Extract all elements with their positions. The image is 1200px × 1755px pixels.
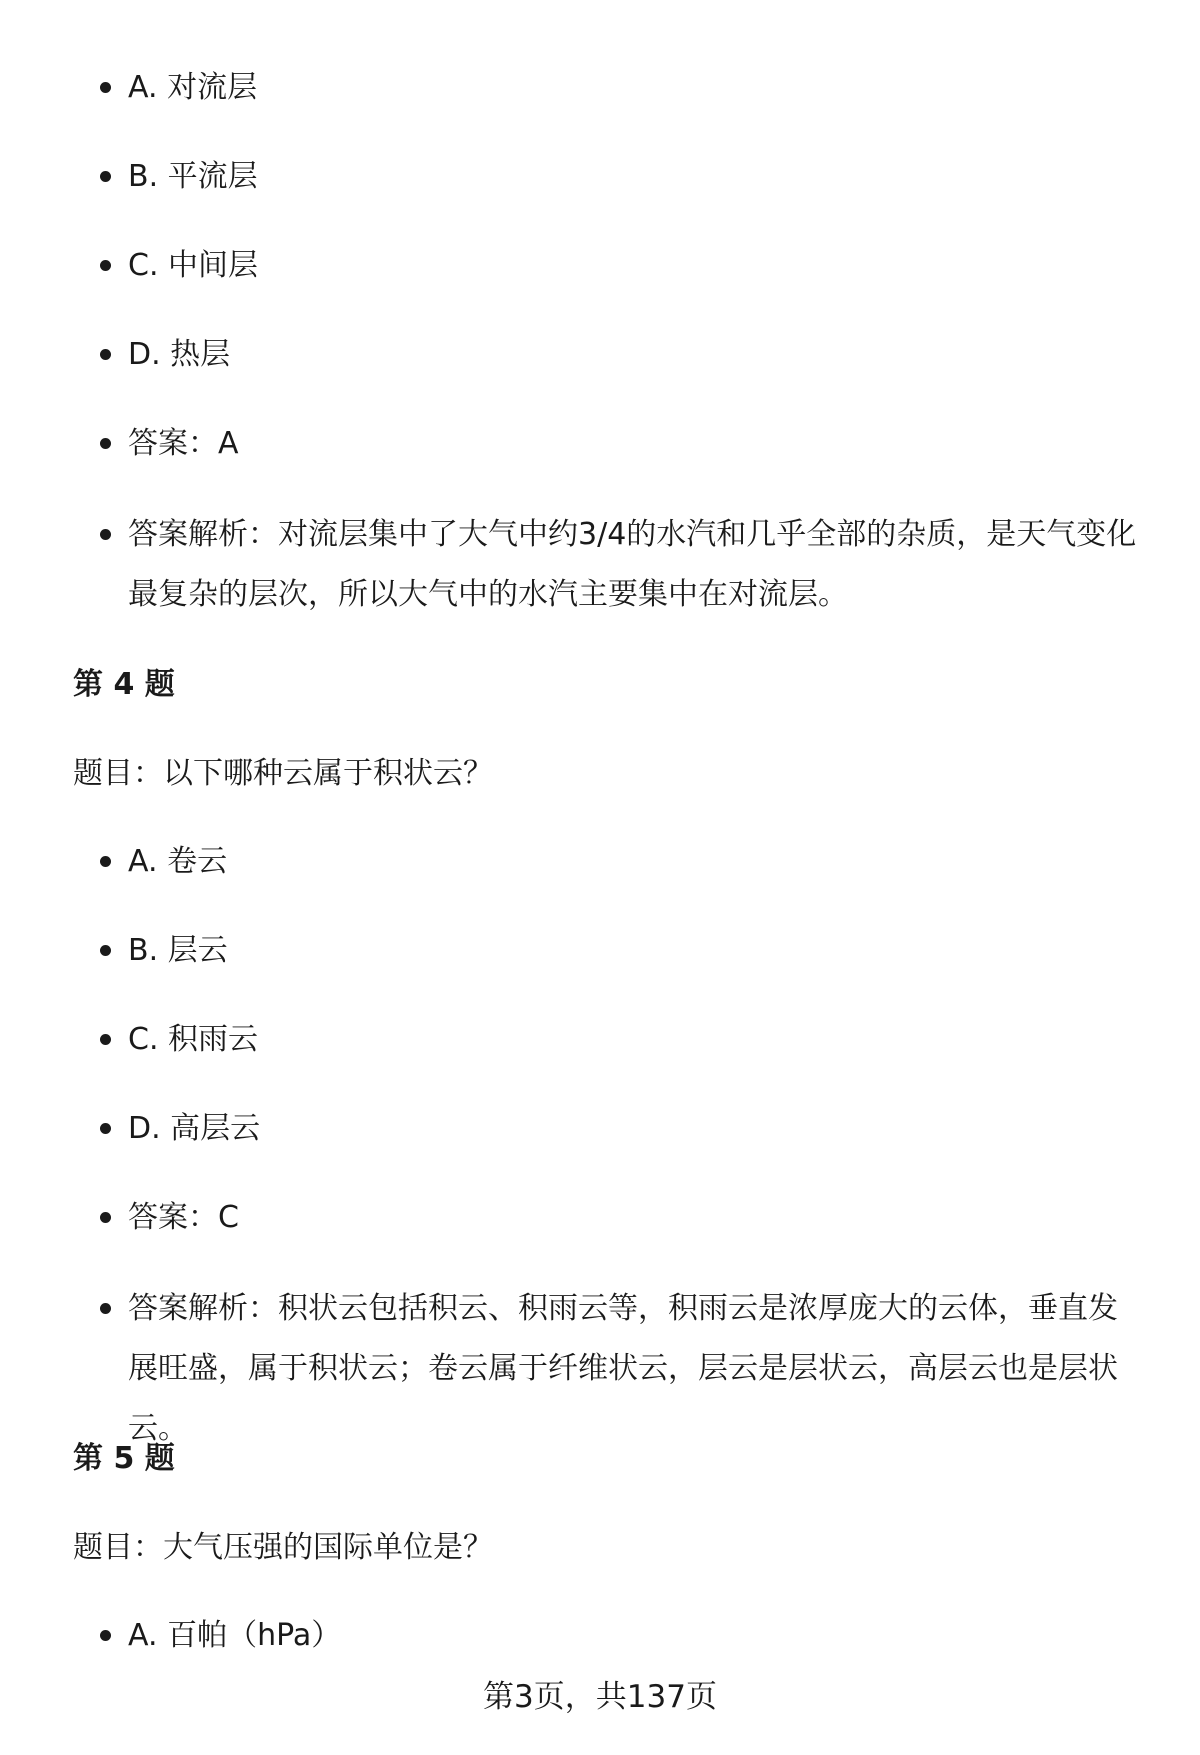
q4-answer: 答案：C	[128, 1188, 1138, 1248]
q4-explanation: 答案解析：积状云包括积云、积雨云等，积雨云是浓厚庞大的云体，垂直发展旺盛，属于积状云；卷云属于纤维状云，层云是层状云，高层云也是层状云。	[128, 1279, 1138, 1459]
q3-answer: 答案：A	[128, 414, 1138, 474]
q4-option-a: A. 卷云	[128, 832, 1138, 892]
q5-heading: 第 5 题	[73, 1441, 175, 1476]
q4-heading: 第 4 题	[73, 667, 175, 702]
q5-question: 题目：大气压强的国际单位是？	[73, 1530, 493, 1565]
q3-option-d: D. 热层	[128, 325, 1138, 385]
q4-option-c: C. 积雨云	[128, 1010, 1138, 1070]
q3-option-c: C. 中间层	[128, 236, 1138, 296]
q5-option-a: A. 百帕（hPa）	[128, 1606, 1138, 1666]
q3-option-a: A. 对流层	[128, 58, 1138, 118]
q3-explanation: 答案解析：对流层集中了大气中约3/4的水汽和几乎全部的杂质，是天气变化最复杂的层次，所以大气中的水汽主要集中在对流层。	[128, 505, 1138, 625]
q4-question: 题目：以下哪种云属于积状云？	[73, 756, 493, 791]
q3-option-b: B. 平流层	[128, 147, 1138, 207]
page-number-footer: 第3页，共137页	[483, 1679, 717, 1715]
q4-option-d: D. 高层云	[128, 1099, 1138, 1159]
q4-option-b: B. 层云	[128, 921, 1138, 981]
